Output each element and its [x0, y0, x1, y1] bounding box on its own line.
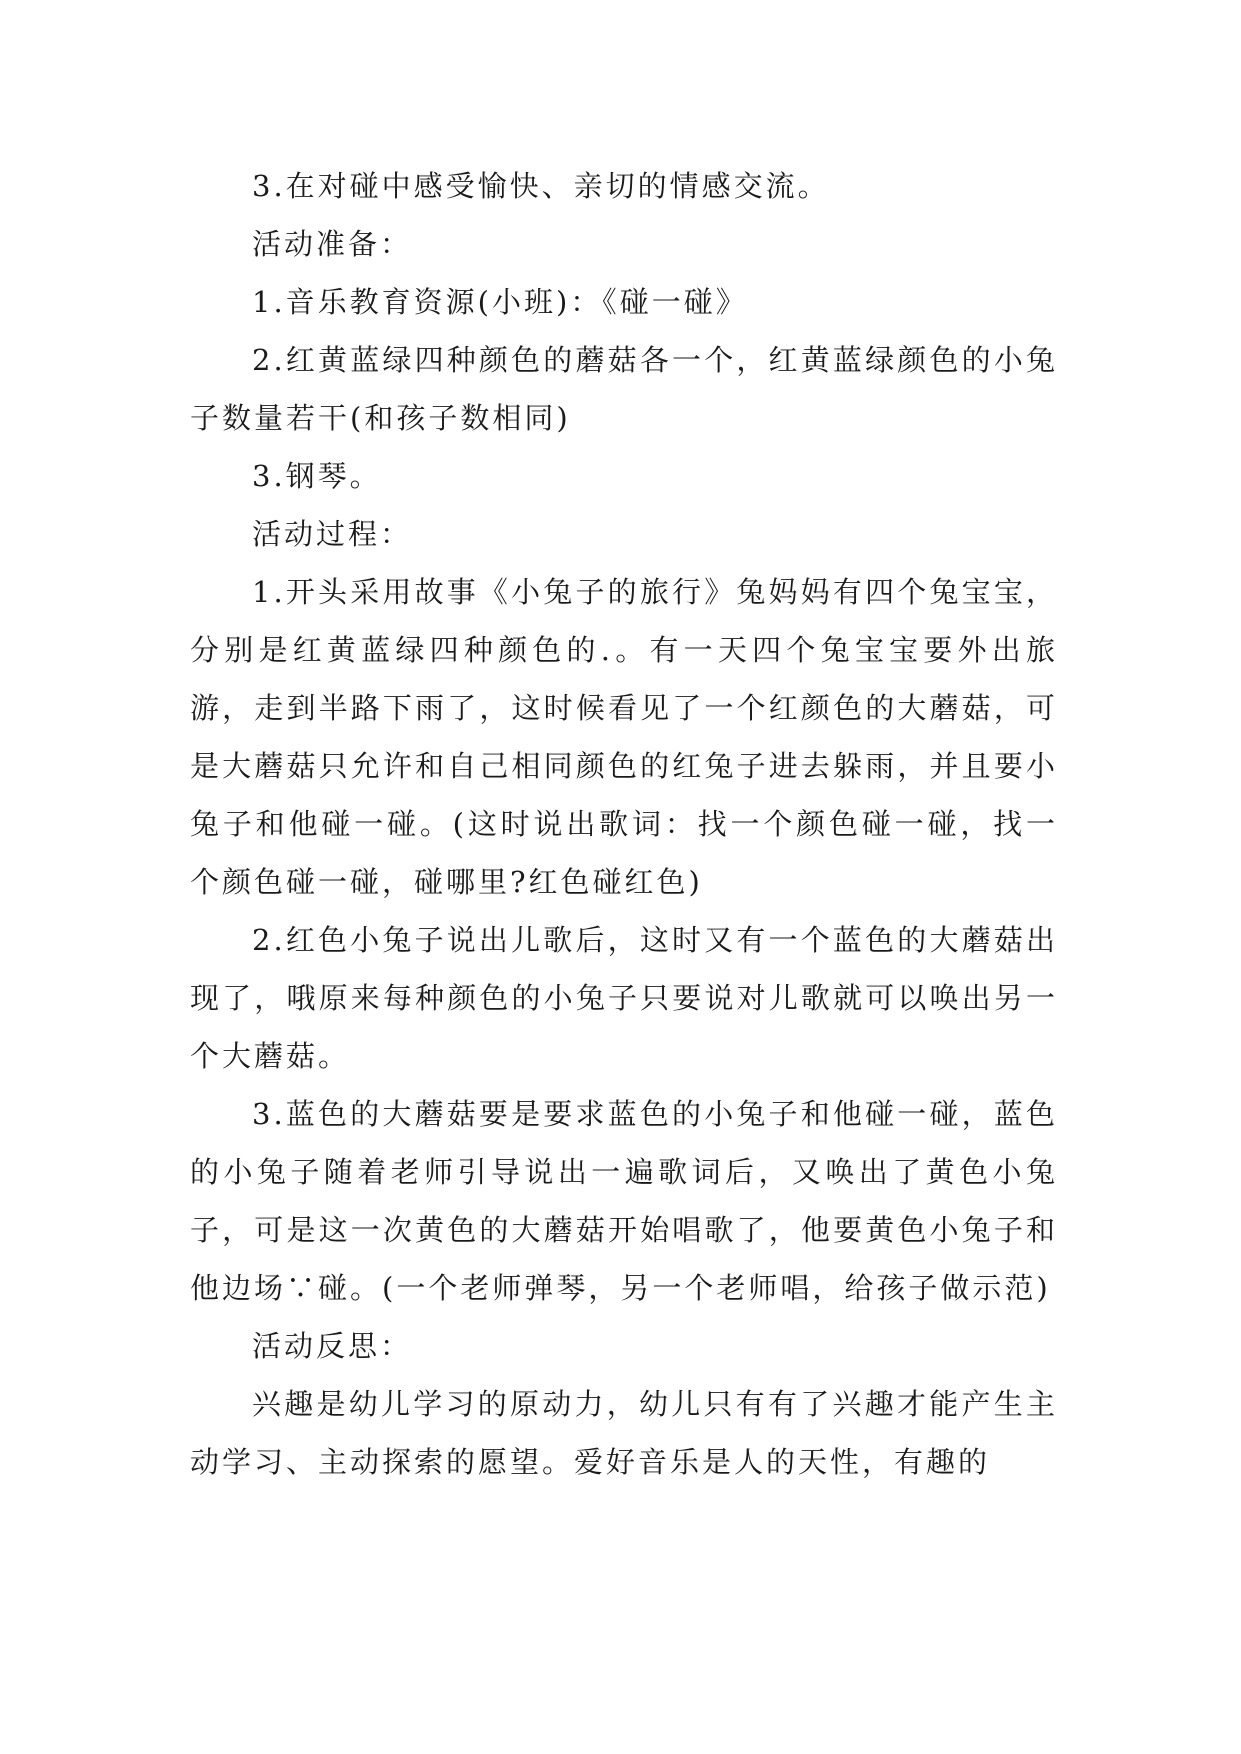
paragraph-process-1: 1.开头采用故事《小兔子的旅行》兔妈妈有四个兔宝宝，分别是红黄蓝绿四种颜色的.。有一天四个兔宝宝要外出旅游，走到半路下雨了，这时候看见了一个红颜色的大蘑菇，可是大蘑菇只允许和自己相同颜色的红兔子进去躲雨，并且要小兔子和他碰一碰。(这时说出歌词：找一个颜色碰一碰，找一个颜色碰一碰，碰哪里?红色碰红色) — [190, 575, 1058, 899]
heading-activity-process: 活动过程： — [252, 517, 413, 551]
paragraph-preparation-2: 2.红黄蓝绿四种颜色的蘑菇各一个，红黄蓝绿颜色的小兔子数量若干(和孩子数相同) — [190, 343, 1058, 435]
paragraph-process-3: 3.蓝色的大蘑菇要是要求蓝色的小兔子和他碰一碰，蓝色的小兔子随着老师引导说出一遍歌词后，又唤出了黄色小兔子，可是这一次黄色的大蘑菇开始唱歌了，他要黄色小兔子和他边场∵碰。(一个老师弹琴，另一个老师唱，给孩子做示范) — [190, 1097, 1058, 1305]
paragraph-preparation-3: 3.钢琴。 — [252, 459, 382, 493]
heading-activity-reflection: 活动反思： — [252, 1329, 413, 1363]
paragraph-preparation-1: 1.音乐教育资源(小班)：《碰一碰》 — [252, 285, 748, 319]
paragraph-goal-3: 3.在对碰中感受愉快、亲切的情感交流。 — [252, 169, 830, 203]
paragraph-process-2: 2.红色小兔子说出儿歌后，这时又有一个蓝色的大蘑菇出现了，哦原来每种颜色的小兔子只要说对儿歌就可以唤出另一个大蘑菇。 — [190, 923, 1058, 1073]
heading-activity-preparation: 活动准备： — [252, 227, 413, 261]
document-body — [190, 157, 1058, 1491]
paragraph-reflection: 兴趣是幼儿学习的原动力，幼儿只有有了兴趣才能产生主动学习、主动探索的愿望。爱好音乐是人的天性，有趣的 — [190, 1387, 1058, 1479]
